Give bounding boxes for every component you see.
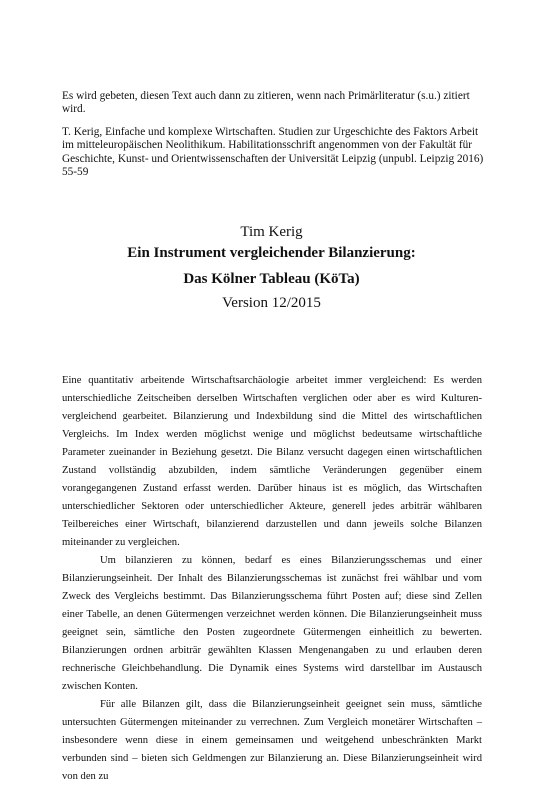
citation-note: Es wird gebeten, diesen Text auch dann zu zitieren, wenn nach Primärliteratur (s.u.) zitiert wird. bbox=[62, 90, 470, 116]
author-name: Tim Kerig bbox=[240, 224, 303, 240]
body-text bbox=[62, 372, 482, 786]
reference-note: T. Kerig, Einfache und komplexe Wirtschaften. Studien zur Urgeschichte des Faktors Arbeit im mitteleuropäischen Neolithikum. Habilitationsschrift angenommen von der Fakultät für Geschichte, Kunst- und Orientwissenschaften der Universität Leipzig (unpubl. Leipzig 2016) 55-59 bbox=[62, 126, 484, 179]
paragraph-1: Eine quantitativ arbeitende Wirtschaftsarchäologie arbeitet immer vergleichend: Es werden unterschiedliche Zeitscheiben derselben Wirtschaften verglichen oder aber es wird Kulturen-vergleichend gearbeitet. Bilanzierung und Indexbildung sind die Mittel des wirtschaftlichen Vergleichs. Im Index werden möglichst wenige und möglichst bedeutsame wirtschaftliche Parameter zueinander in Beziehung gesetzt. Die Bilanz versucht dagegen einen wirtschaftlichen Zustand vollständig abzubilden, indem sämtliche Veränderungen gegenüber einem vorangegangenen Zustand erfasst werden. Darüber hinaus ist es möglich, das Wirtschaften unterschiedlicher Sektoren oder unterschiedlicher Akteure, generell jedes arbiträr wählbaren Teilbereiches einer Wirtschaft, bilanzierend darzustellen und dann jeweils solche Bilanzen miteinander zu vergleichen. bbox=[62, 375, 482, 548]
version-label: Version 12/2015 bbox=[222, 295, 321, 311]
paragraph-3: Für alle Bilanzen gilt, dass die Bilanzierungseinheit geeignet sein muss, sämtliche untersuchten Gütermengen miteinander zu verrechnen. Zum Vergleich monetärer Wirtschaften – insbesondere wenn diese in einem gemeinsamen und weitgehend unbeschränkten Markt verbunden sind – bieten sich Geldmengen zur Bilanzierung an. Diese Bilanzierungseinheit wird von den zu bbox=[62, 699, 482, 782]
title-line-2: Das Kölner Tableau (KöTa) bbox=[183, 271, 360, 287]
paragraph-2: Um bilanzieren zu können, bedarf es eines Bilanzierungsschemas und einer Bilanzierungseinheit. Der Inhalt des Bilanzierungsschemas ist zunächst frei wählbar und vom Zweck des Vergleichs bestimmt. Das Bilanzierungsschema führt Posten auf; diese sind Zellen einer Tabelle, an denen Gütermengen verzeichnet werden können. Die Bilanzierungseinheit muss geeignet sein, sämtliche den Posten zugeordnete Gütermengen einheitlich zu bewerten. Bilanzierungen ordnen arbiträr gewählten Klassen Mengenangaben zu und erlauben deren rechnerische Gleichbehandlung. Die Dynamik eines Systems wird darstellbar im Austausch zwischen Konten. bbox=[62, 555, 482, 692]
title-line-1: Ein Instrument vergleichender Bilanzierung: bbox=[127, 245, 416, 261]
